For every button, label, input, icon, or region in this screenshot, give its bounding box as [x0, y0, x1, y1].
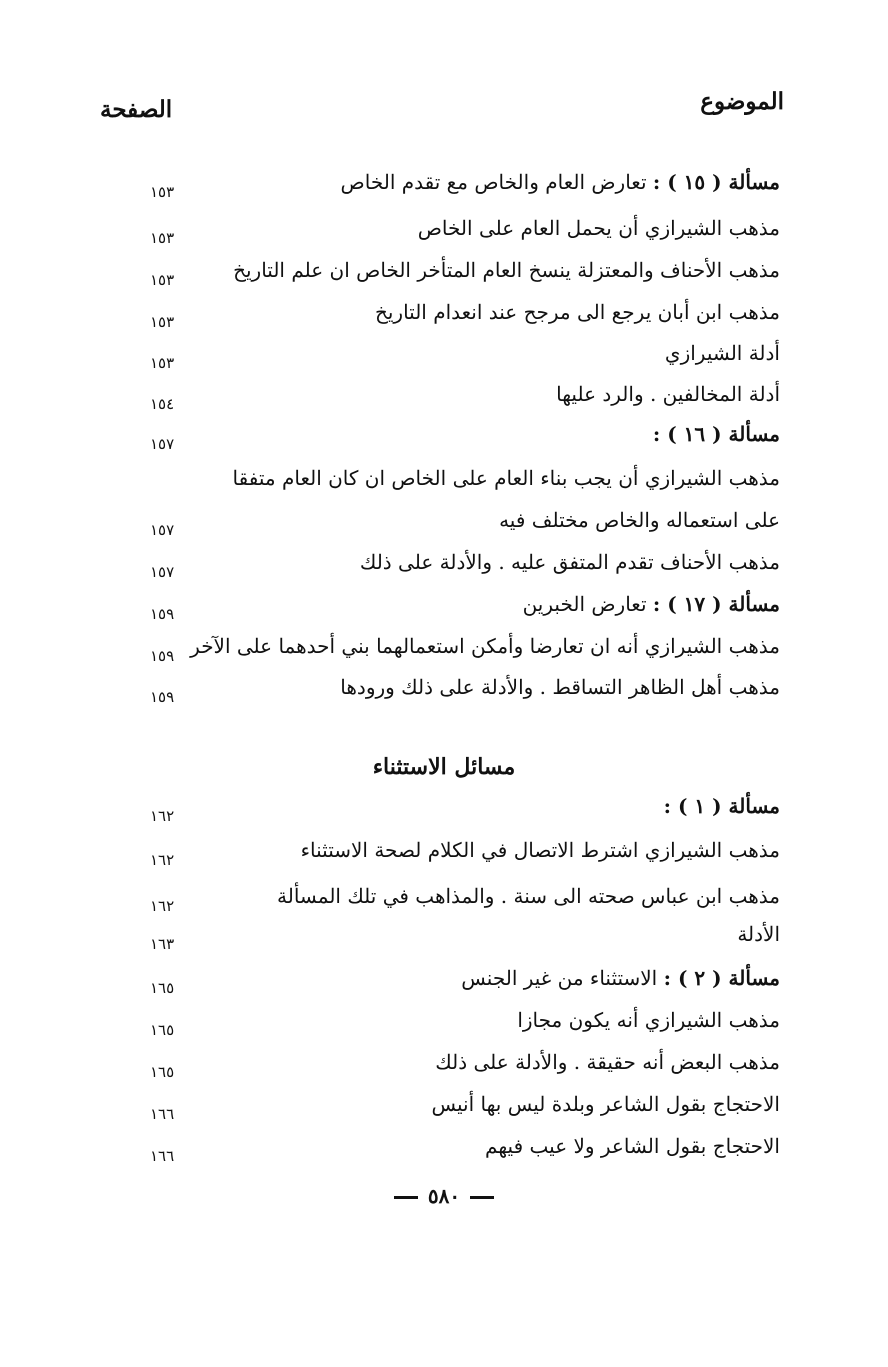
- entry-text: الاستثناء من غير الجنس: [461, 966, 664, 990]
- issue-label: مسألة ( ١٥ ) :: [652, 170, 780, 194]
- entry-text: الأدلة: [737, 922, 780, 946]
- topic-column-header: الموضوع: [700, 88, 784, 115]
- page-number: ١٦٣: [150, 935, 175, 953]
- toc-entry: [0, 500, 888, 540]
- toc-entry: [0, 1084, 888, 1124]
- entry-text: أدلة المخالفين . والرد عليها: [556, 382, 780, 406]
- entry-text: مذهب أهل الظاهر التساقط . والأدلة على ذلك ورودها: [340, 675, 780, 699]
- toc-entry: [0, 250, 888, 290]
- issue-label: مسألة ( ١ ) :: [663, 794, 780, 818]
- entry-text: مذهب البعض أنه حقيقة . والأدلة على ذلك: [435, 1050, 780, 1074]
- issue-label: مسألة ( ١٦ ) :: [652, 422, 780, 446]
- toc-entry: [0, 1000, 888, 1040]
- toc-entry: [0, 1126, 888, 1166]
- entry-text: مذهب ابن عباس صحته الى سنة . والمذاهب في تلك المسألة: [277, 884, 780, 908]
- page-number: ١٦٥: [150, 1063, 175, 1081]
- section-title: مسائل الاستثناء: [372, 754, 516, 780]
- toc-entry: [0, 292, 888, 332]
- entry-text: مذهب الأحناف والمعتزلة ينسخ العام المتأخر الخاص ان علم التاريخ: [233, 258, 780, 282]
- page-number: ١٦٦: [150, 1147, 175, 1165]
- toc-entry: [0, 162, 888, 202]
- page-number: ١٦٦: [150, 1105, 175, 1123]
- page-number: ١٥٣: [150, 313, 175, 331]
- entry-text: مذهب الشيرازي أن يحمل العام على الخاص: [417, 216, 780, 240]
- dash-left: [394, 1196, 418, 1199]
- issue-label: مسألة ( ١٧ ) :: [652, 592, 780, 616]
- entry-text: تعارض الخبرين: [522, 592, 653, 616]
- toc-entry: [0, 414, 888, 454]
- page-number: ١٥٤: [150, 395, 175, 413]
- page-number: ١٦٥: [150, 1021, 175, 1039]
- toc-entry: [0, 374, 888, 414]
- entry-text: مذهب الأحناف تقدم المتفق عليه . والأدلة على ذلك: [359, 550, 780, 574]
- entry-text: مذهب الشيرازي اشترط الاتصال في الكلام لصحة الاستثناء: [300, 838, 780, 862]
- page-number: ١٥٩: [150, 605, 175, 623]
- page-number: ١٥٩: [150, 688, 175, 706]
- toc-entry: [0, 458, 888, 498]
- page-number: ١٦٢: [150, 897, 175, 915]
- page-number: ١٥٣: [150, 229, 175, 247]
- toc-entry: [0, 876, 888, 916]
- page-number: ١٥٣: [150, 271, 175, 289]
- toc-entry: [0, 333, 888, 373]
- toc-entry: [0, 914, 888, 954]
- toc-entry: [0, 626, 888, 666]
- toc-entry: [0, 1042, 888, 1082]
- page-footer: [0, 1184, 888, 1208]
- page-number: ١٦٥: [150, 979, 175, 997]
- page-number: ١٥٧: [150, 435, 175, 453]
- toc-entry: [0, 667, 888, 707]
- page-number: ١٥٧: [150, 563, 175, 581]
- entry-text: أدلة الشيرازي: [664, 341, 780, 365]
- entry-text: على استعماله والخاص مختلف فيه: [499, 508, 780, 532]
- page-number: ١٦٢: [150, 851, 175, 869]
- page-number: ١٥٣: [150, 183, 175, 201]
- toc-entry: [0, 584, 888, 624]
- issue-label: مسألة ( ٢ ) :: [663, 966, 780, 990]
- toc-entry: [0, 958, 888, 998]
- entry-text: مذهب ابن أبان يرجع الى مرجح عند انعدام التاريخ: [374, 300, 780, 324]
- page-number: ١٥٩: [150, 647, 175, 665]
- page-number: ١٥٧: [150, 521, 175, 539]
- page-number: ١٥٣: [150, 354, 175, 372]
- dash-right: [470, 1196, 494, 1199]
- toc-entry: [0, 786, 888, 826]
- footer-page-number: ٥٨٠: [427, 1184, 461, 1208]
- entry-text: تعارض العام والخاص مع تقدم الخاص: [340, 170, 653, 194]
- entry-text: الاحتجاج بقول الشاعر وبلدة ليس بها أنيس: [431, 1092, 780, 1116]
- toc-entry: [0, 542, 888, 582]
- entry-text: مذهب الشيرازي أنه ان تعارضا وأمكن استعمالهما بني أحدهما على الآخر: [190, 634, 780, 658]
- toc-entry: [0, 830, 888, 870]
- toc-entry: [0, 208, 888, 248]
- page-column-header: الصفحة: [100, 96, 173, 123]
- entry-text: مذهب الشيرازي أن يجب بناء العام على الخاص ان كان العام متفقا: [232, 466, 780, 490]
- entry-text: الاحتجاج بقول الشاعر ولا عيب فيهم: [485, 1134, 780, 1158]
- page-number: ١٦٢: [150, 807, 175, 825]
- entry-text: مذهب الشيرازي أنه يكون مجازا: [517, 1008, 780, 1032]
